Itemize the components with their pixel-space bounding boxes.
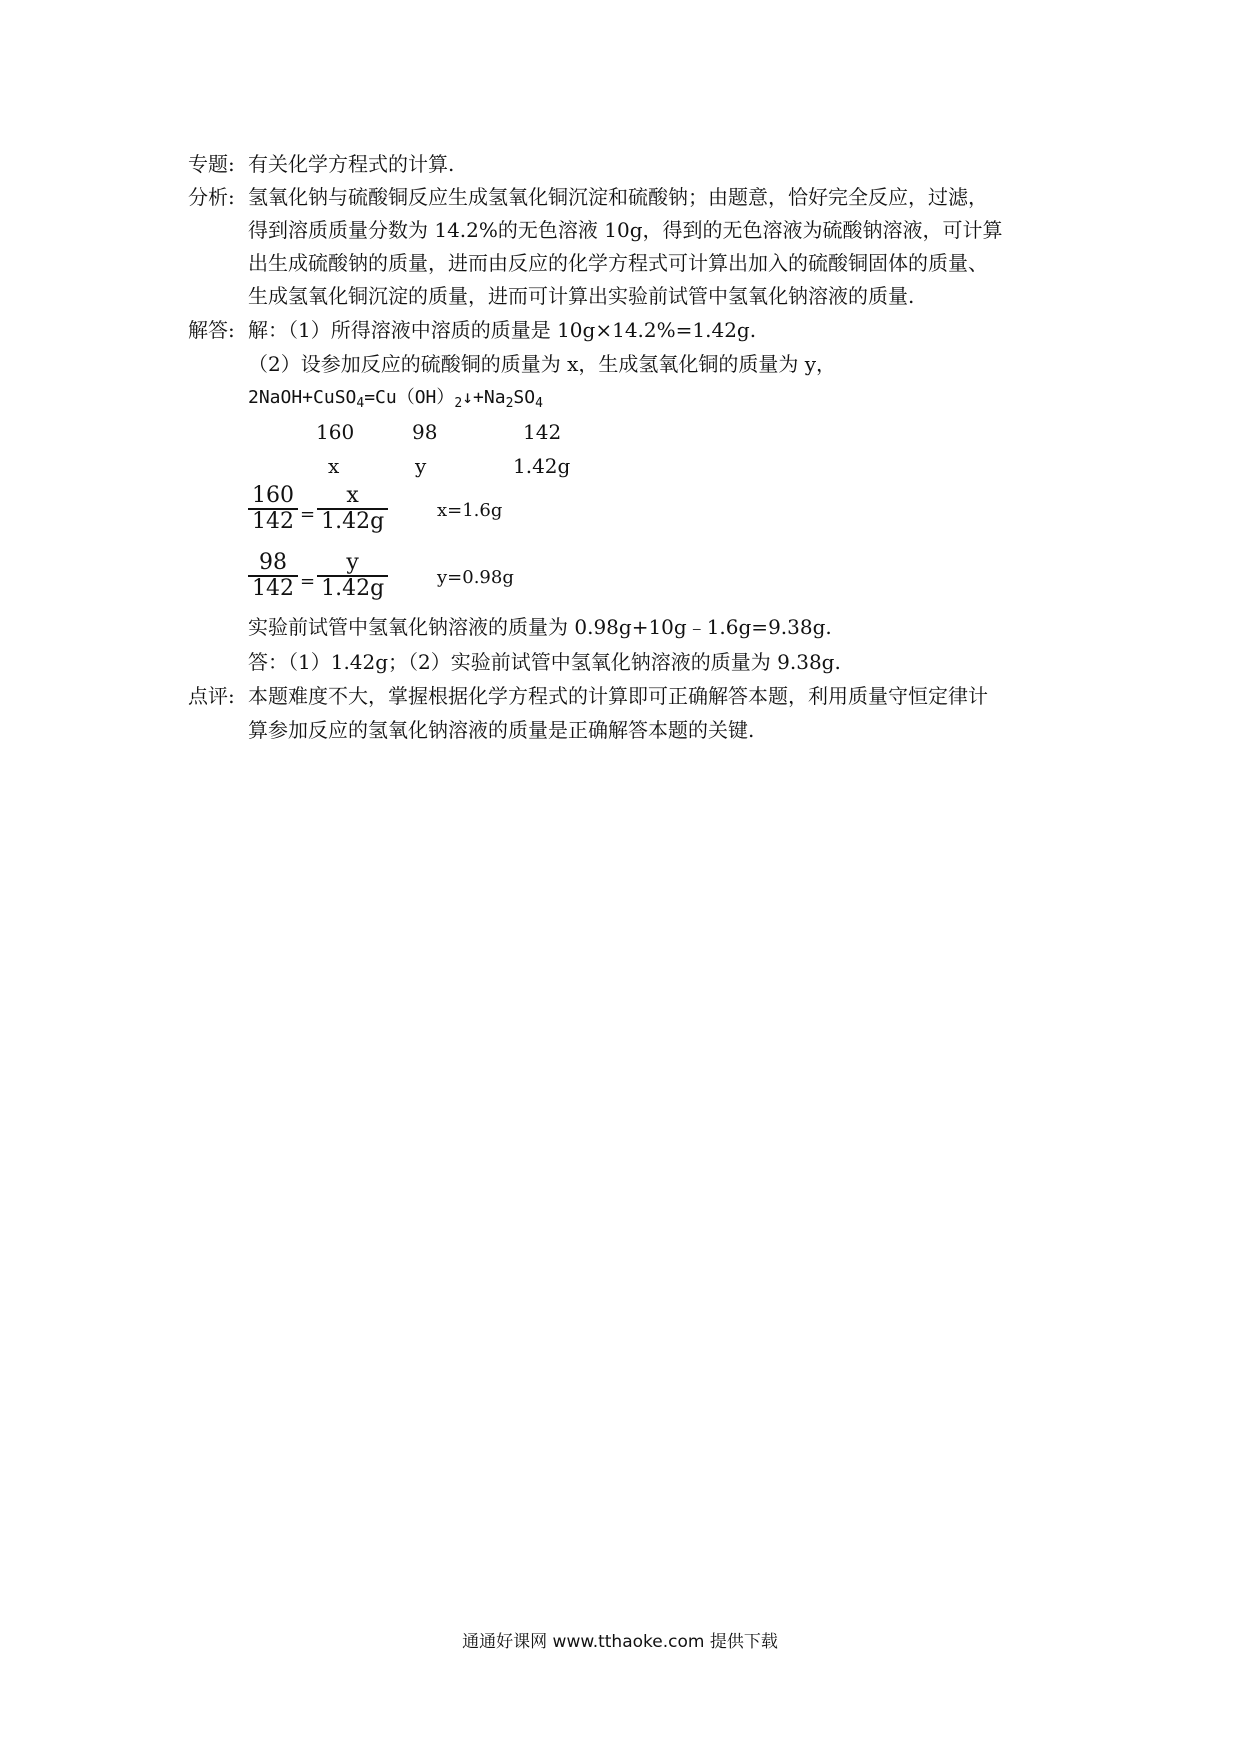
mass-value: 160 bbox=[316, 420, 355, 444]
fraction-denominator: 1.42g bbox=[317, 508, 388, 534]
equation-product-2: ↓+Na bbox=[462, 387, 506, 408]
equation-subscript: 4 bbox=[535, 396, 543, 411]
result-y: y=0.98g bbox=[437, 567, 514, 588]
analysis-line: 出生成硫酸钠的质量，进而由反应的化学方程式可计算出加入的硫酸铜固体的质量、 bbox=[248, 251, 988, 275]
solution-line-1: 解：（1）所得溶液中溶质的质量是 10g×14.2%=1.42g. bbox=[248, 318, 757, 342]
equation-product-1: =Cu（OH） bbox=[364, 387, 455, 408]
chemical-equation bbox=[248, 384, 543, 414]
proportion-x bbox=[248, 484, 388, 534]
unknown-value: x bbox=[328, 454, 340, 478]
topic-label: 专题: bbox=[188, 152, 235, 176]
fraction-numerator: y bbox=[346, 550, 359, 575]
mass-value: 142 bbox=[523, 420, 562, 444]
topic-text: 有关化学方程式的计算. bbox=[248, 152, 455, 176]
fraction-denominator: 142 bbox=[248, 508, 298, 534]
equation-subscript: 2 bbox=[454, 396, 463, 411]
equation-reactants: 2NaOH+CuSO bbox=[248, 387, 357, 408]
result-x: x=1.6g bbox=[437, 500, 503, 521]
analysis-line: 生成氢氧化铜沉淀的质量，进而可计算出实验前试管中氢氧化钠溶液的质量. bbox=[248, 284, 915, 308]
fraction-denominator: 142 bbox=[248, 575, 298, 601]
analysis-line: 氢氧化钠与硫酸铜反应生成氢氧化铜沉淀和硫酸钠；由题意，恰好完全反应，过滤， bbox=[248, 185, 988, 209]
fraction-numerator: x bbox=[346, 483, 359, 508]
comment-line: 算参加反应的氢氧化钠溶液的质量是正确解答本题的关键. bbox=[248, 718, 755, 742]
equation-product-3: SO bbox=[513, 387, 536, 408]
comment-line: 本题难度不大，掌握根据化学方程式的计算即可正确解答本题，利用质量守恒定律计 bbox=[248, 684, 988, 708]
fraction-numerator: 160 bbox=[252, 483, 294, 508]
equals-sign: = bbox=[300, 503, 316, 525]
proportion-y bbox=[248, 551, 388, 601]
final-answer: 答：（1）1.42g；（2）实验前试管中氢氧化钠溶液的质量为 9.38g. bbox=[248, 650, 841, 674]
equation-subscript: 4 bbox=[356, 396, 365, 411]
fraction-numerator: 98 bbox=[259, 550, 287, 575]
equals-sign: = bbox=[300, 570, 316, 592]
unknown-value: 1.42g bbox=[513, 454, 571, 478]
solution-line-3: 实验前试管中氢氧化钠溶液的质量为 0.98g+10g﹣1.6g=9.38g. bbox=[248, 615, 832, 639]
analysis-label: 分析: bbox=[188, 185, 235, 209]
page-footer: 通通好课网 www.tthaoke.com 提供下载 bbox=[462, 1632, 778, 1652]
answer-label: 解答: bbox=[188, 318, 235, 342]
fraction-denominator: 1.42g bbox=[317, 575, 388, 601]
unknown-value: y bbox=[415, 454, 427, 478]
analysis-line: 得到溶质质量分数为 14.2%的无色溶液 10g，得到的无色溶液为硫酸钠溶液，可计算 bbox=[248, 218, 1003, 242]
equation-subscript: 2 bbox=[505, 396, 514, 411]
solution-line-2: （2）设参加反应的硫酸铜的质量为 x，生成氢氧化铜的质量为 y， bbox=[248, 352, 837, 376]
comment-label: 点评: bbox=[188, 684, 235, 708]
mass-value: 98 bbox=[412, 420, 438, 444]
